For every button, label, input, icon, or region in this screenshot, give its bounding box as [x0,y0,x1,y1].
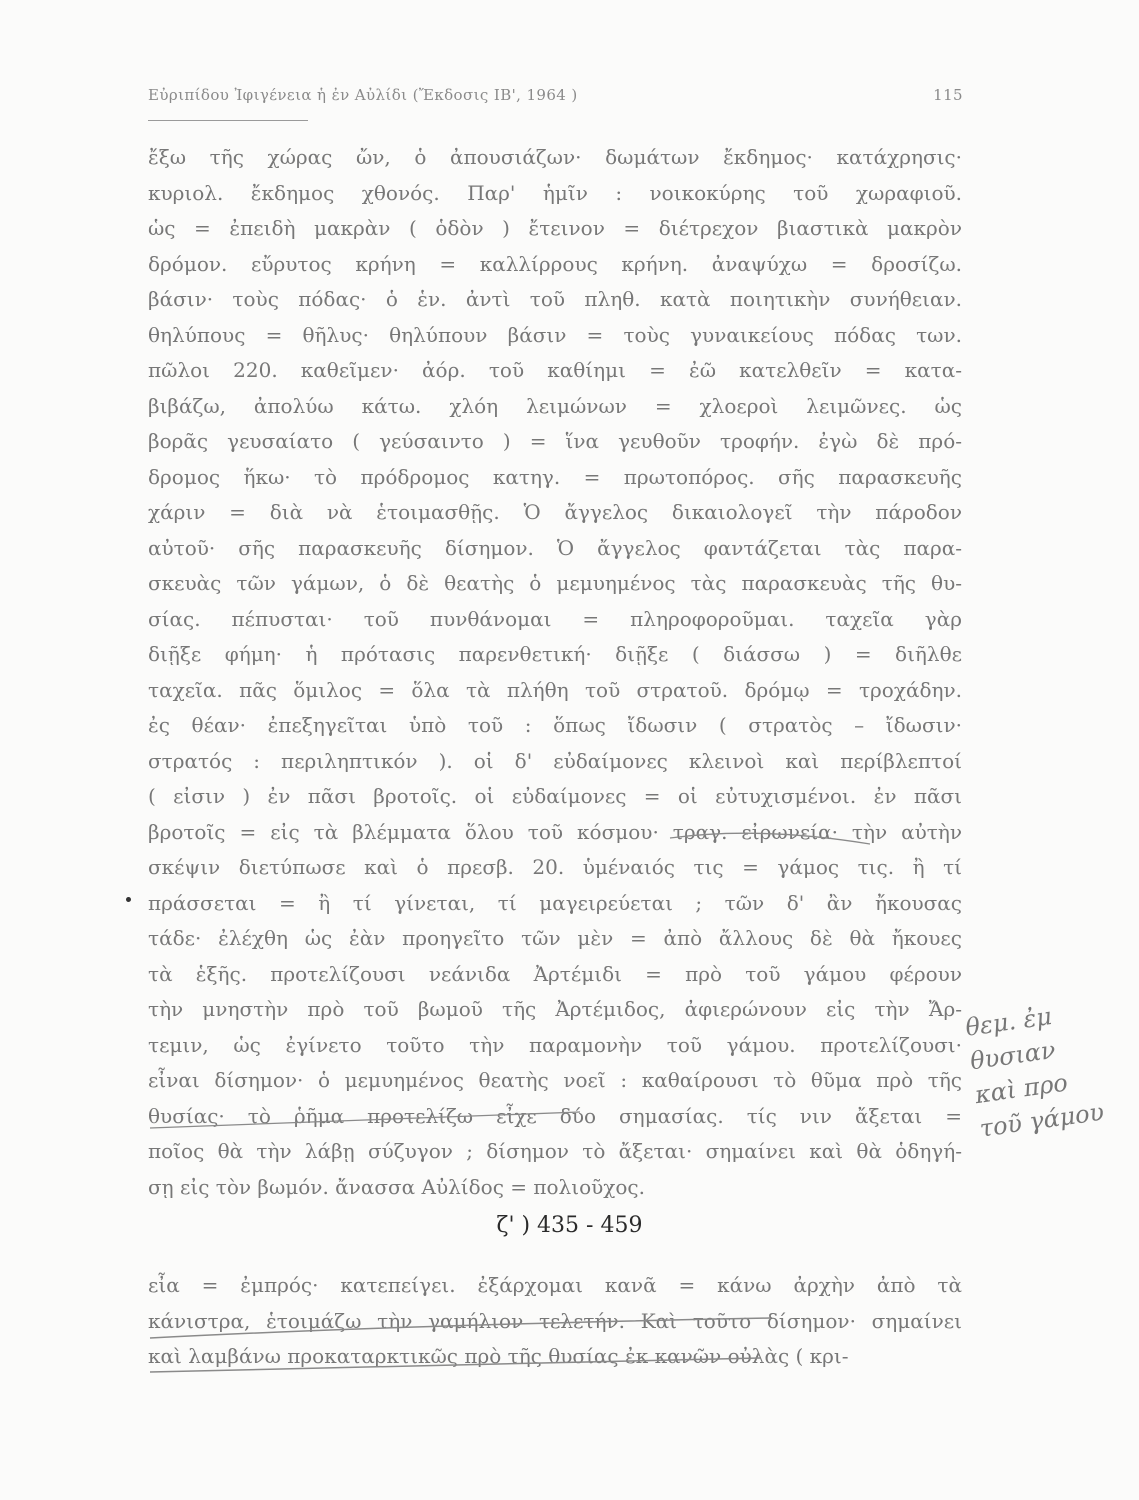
text-line: σίας. πέπυσται· τοῦ πυνθάνομαι = πληροφοροῦμαι. ταχεῖα γὰρ [148,606,962,631]
text-line: εἶα = ἐμπρός· κατεπείγει. ἐξάρχομαι κανᾶ = κάνω ἀρχὴν ἀπὸ τὰ [148,1273,962,1297]
margin-note-line: θεμ. ἐμ [963,1002,1054,1042]
text-line: ποῖος θὰ τὴν λάβῃ σύζυγον ; δίσημον τὸ ἄξεται· σημαίνει καὶ θὰ ὁδηγή- [148,1139,962,1163]
margin-dot [126,897,131,902]
text-line: στρατός : περιληπτικόν ). οἱ δ' εὐδαίμονες κλεινοὶ καὶ περίβλεπτοί [148,748,962,773]
running-header [148,86,963,104]
text-line: εἶναι δίσημον· ὁ μεμυημένος θεατὴς νοεῖ : καθαίρουσι τὸ θῦμα πρὸ τῆς [148,1068,962,1092]
text-line: αὐτοῦ· σῆς παρασκευῆς δίσημον. Ὁ ἄγγελος φαντάζεται τὰς παρα- [148,535,962,560]
text-line: θυσίας· τὸ ῥῆμα προτελίζω εἶχε δύο σημασίας. τίς νιν ἄξεται = [148,1103,962,1128]
text-line: καὶ λαμβάνω προκαταρκτικῶς πρὸ τῆς θυσίας ἐκ κανῶν οὐλὰς ( κρι- [148,1344,849,1368]
text-line: ταχεῖα. πᾶς ὅμιλος = ὅλα τὰ πλήθη τοῦ στρατοῦ. δρόμῳ = τροχάδην. [148,677,962,702]
text-line: δρόμον. εὔρυτος κρήνη = καλλίρρους κρήνη. ἀναψύχω = δροσίζω. [148,251,962,276]
text-line: ὡς = ἐπειδὴ μακρὰν ( ὁδὸν ) ἔτεινον = διέτρεχον βιαστικὰ μακρὸν [148,216,962,240]
commentary-text-2 [148,1268,962,1375]
handwritten-margin-note [963,990,1130,1146]
margin-note-line: τοῦ γάμου [977,1097,1106,1143]
text-line: κυριολ. ἔκδημος χθονός. Παρ' ἡμῖν : νοικοκύρης τοῦ χωραφιοῦ. [148,180,962,205]
text-line: βιβάζω, ἀπολύω κάτω. χλόη λειμώνων = χλοεροὶ λειμῶνες. ὡς [148,393,962,418]
text-line: χάριν = διὰ νὰ ἑτοιμασθῇς. Ὁ ἄγγελος δικαιολογεῖ τὴν πάροδον [148,500,962,524]
margin-note-line: θυσιαν [968,1035,1058,1076]
text-line: διῇξε φήμη· ἡ πρότασις παρενθετική· διῇξε ( διάσσω ) = διῆλθε [148,642,962,666]
text-line: δρομος ἥκω· τὸ πρόδρομος κατηγ. = πρωτοπόρος. σῆς παρασκευῆς [148,464,962,489]
text-line: ἐς θέαν· ἐπεξηγεῖται ὑπὸ τοῦ : ὅπως ἴδωσιν ( στρατὸς – ἴδωσιν· [148,713,962,737]
header-rule [148,120,308,121]
text-line: πράσσεται = ἢ τί γίνεται, τί μαγειρεύεται ; τῶν δ' ἂν ἤκουσας [148,890,962,915]
text-line: τὴν μνηστὴν πρὸ τοῦ βωμοῦ τῆς Ἀρτέμιδος, ἀφιερώνουν εἰς τὴν Ἄρ- [148,997,962,1021]
text-line: βάσιν· τοὺς πόδας· ὁ ἑν. ἀντὶ τοῦ πληθ. κατὰ ποιητικὴν συνήθειαν. [148,287,962,311]
text-line: ( εἰσιν ) ἐν πᾶσι βροτοῖς. οἱ εὐδαίμονες = οἱ εὐτυχισμένοι. ἐν πᾶσι [148,784,962,808]
page-number: 115 [933,86,963,104]
text-line: τάδε· ἐλέχθη ὡς ἐὰν προηγεῖτο τῶν μὲν = ἀπὸ ἄλλους δὲ θὰ ἤκουες [148,926,962,950]
text-line: σκευὰς τῶν γάμων, ὁ δὲ θεατὴς ὁ μεμυημένος τὰς παρασκευὰς τῆς θυ- [148,571,962,595]
running-title: Εὐριπίδου Ἰφιγένεια ἡ ἐν Αὐλίδι (Ἔκδοσις ΙΒ', 1964 ) [148,86,578,104]
text-line: τεμιν, ὡς ἐγίνετο τοῦτο τὴν παραμονὴν τοῦ γάμου. προτελίζουσι· [148,1032,962,1057]
section-heading: ζ' ) 435 - 459 [496,1213,643,1238]
text-line: πῶλοι 220. καθεῖμεν· ἀόρ. τοῦ καθίημι = ἐῶ κατελθεῖν = κατα- [148,358,962,382]
text-line: θηλύπους = θῆλυς· θηλύπουν βάσιν = τοὺς γυναικείους πόδας των. [148,322,962,347]
text-line: σῃ εἰς τὸν βωμόν. ἄνασσα Αὐλίδος = πολιοῦχος. [148,1174,645,1199]
commentary-text [148,140,962,1205]
margin-note-line: καὶ προ [973,1068,1070,1110]
text-line: σκέψιν διετύπωσε καὶ ὁ πρεσβ. 20. ὑμέναιός τις = γάμος τις. ἢ τί [148,855,962,879]
text-line: τὰ ἑξῆς. προτελίζουσι νεάνιδα Ἀρτέμιδι = πρὸ τοῦ γάμου φέρουν [148,961,962,986]
text-line: βορᾶς γευσαίατο ( γεύσαιντο ) = ἵνα γευθοῦν τροφήν. ἐγὼ δὲ πρό- [148,429,962,453]
text-line: ἔξω τῆς χώρας ὤν, ὁ ἀπουσιάζων· δωμάτων ἔκδημος· κατάχρησις· [148,145,962,169]
text-line: κάνιστρα, ἑτοιμάζω τὴν γαμήλιον τελετήν. Καὶ τοῦτο δίσημον· σημαίνει [148,1308,962,1333]
text-line: βροτοῖς = εἰς τὰ βλέμματα ὅλου τοῦ κόσμου· τραγ. εἰρωνεία· τὴν αὐτὴν [148,819,962,844]
